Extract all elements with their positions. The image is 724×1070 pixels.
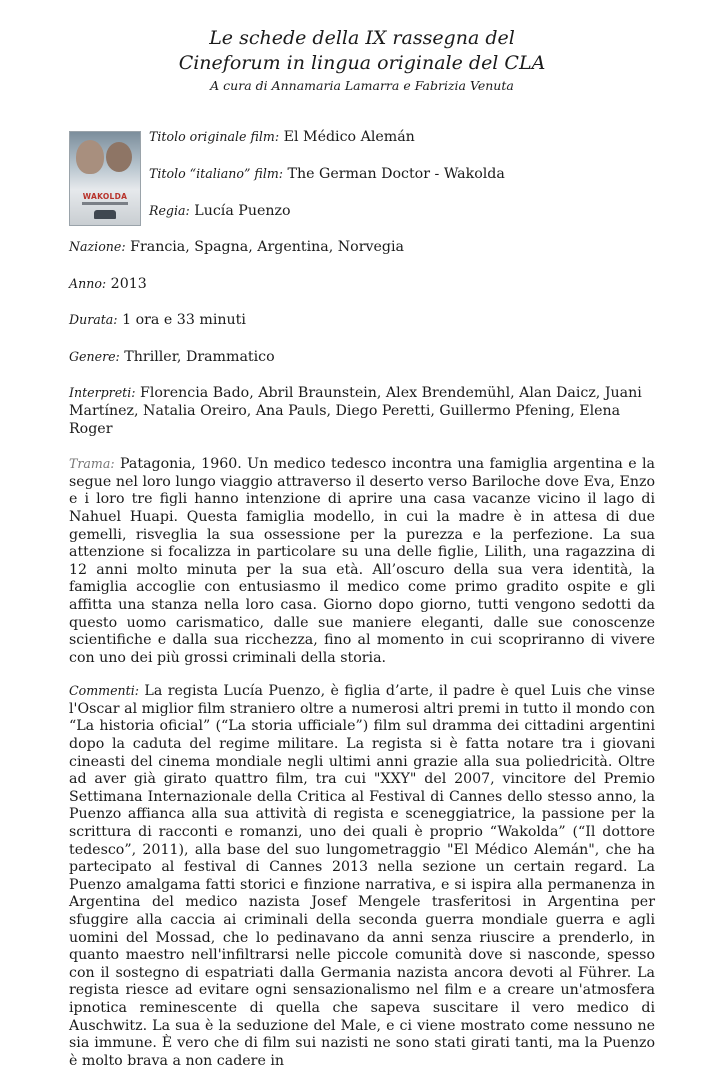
regia-value: Lucía Puenzo [189,203,291,219]
titolo-italiano-value: The German Doctor - Wakolda [283,166,505,182]
document-header [0,0,724,94]
titolo-italiano-label: Titolo “italiano” film: [149,166,284,181]
film-sheet [69,128,655,1070]
interpreti-value: Florencia Bado, Abril Braunstein, Alex Brendemühl, Alan Daicz, Juani Martínez, Natalia Oreiro, Ana Pauls, Diego Peretti, Guillermo Pfening, Elena Roger [69,385,642,437]
genere-label: Genere: [69,348,120,364]
durata-label: Durata: [69,312,118,328]
commenti-paragraph [69,682,655,1070]
durata-value: 1 ora e 33 minuti [117,312,246,329]
row-titolo-originale [149,128,415,147]
trama-label: Trama: [69,456,115,472]
poster-title: WAKOLDA [82,192,128,201]
header-title-line2: Cineforum in lingua originale del CLA [178,52,546,74]
row-durata [69,311,655,330]
row-nazione [69,238,655,257]
film-title-block [69,128,655,228]
titolo-originale-label: Titolo originale film: [149,129,280,144]
regia-label: Regia: [149,203,190,218]
titolo-originale-value: El Médico Alemán [279,129,415,145]
commenti-text: La regista Lucía Puenzo, è figlia d’arte, il padre è quel Luis che vinse l'Oscar al miglior film straniero oltre a numerosi altri premi in tutto il mondo con “La historia oficial” (“La storia ufficiale”) film sul dramma dei cittadini argentini dopo la caduta del regime militare. La regista si è fatta notare tra i giovani cineasti del cinema mondiale negli ultimi anni grazie alla sua poliedricità. Oltre ad aver già girato quattro film, tra cui "XXY" del 2007, vincitore del Premio Settimana Internazionale della Critica al Festival di Cannes dello stesso anno, la Puenzo affianca alla sua attività di regista e sceneggiatrice, la passione per la scrittura di racconti e romanzi, uno dei quali è proprio “Wakolda” (“Il dottore tedesco”, 2011), alla base del suo lungometraggio "El Médico Alemán", che ha partecipato al festival di Cannes 2013 nella sezione un certain regard. La Puenzo amalgama fatti storici e finzione narrativa, e si ispira alla permanenza in Argentina del medico nazista Josef Mengele trasferitosi in Argentina per sfuggire alla caccia ai criminali della seconda guerra mondiale guerra e agli uomini del Mossad, che lo pedinavano da anni senza riuscire a prenderlo, in quanto maestro nell'infiltrarsi nelle piccole comunità dove si nasconde, spesso con il sostegno di espatriati dalla Germania nazista ancora devoti al Führer. La regista riesce ad evitare ogni sensazionalismo nel film e a creare un'atmosfera ipnotica reminescente di quella che sapeva suscitare il vero medico di Auschwitz. La sua è la seduzione del Male, e ci viene mostrato come nessuno ne sia immune. È vero che di film sui nazisti ne sono stati girati tanti, ma la Puenzo è molto brava a non cadere in [69,683,655,1069]
anno-label: Anno: [69,275,107,291]
movie-poster-image [69,131,141,226]
row-interpreti [69,384,655,438]
row-anno [69,275,655,294]
row-regia [149,202,291,221]
row-genere [69,348,655,367]
nazione-value: Francia, Spagna, Argentina, Norvegia [125,239,404,255]
header-curators: A cura di Annamaria Lamarra e Fabrizia Venuta [210,78,514,93]
genere-value: Thriller, Drammatico [119,348,275,365]
nazione-label: Nazione: [69,239,126,254]
trama-paragraph [69,455,655,667]
row-titolo-italiano [149,165,505,184]
interpreti-label: Interpreti: [69,385,136,401]
anno-value: 2013 [106,275,147,292]
header-title-line1: Le schede della IX rassegna del [209,27,515,49]
trama-text: Patagonia, 1960. Un medico tedesco incontra una famiglia argentina e la segue nel loro lungo viaggio attraverso il deserto verso Bariloche dove Eva, Enzo e i loro tre figli hanno intenzione di aprire una casa vacanze vicino il lago di Nahuel Huapi. Questa famiglia modello, in cui la madre è in attesa di due gemelli, risveglia la sua ossessione per la purezza e la perfezione. La sua attenzione si focalizza in particolare su una delle figlie, Lilith, una ragazzina di 12 anni molto minuta per la sua età. All’oscuro della sua vera identità, la famiglia accoglie con entusiasmo il medico come primo gradito ospite e gli affitta una stanza nella loro casa. Giorno dopo giorno, tutti vengono sedotti da questo uomo carismatico, dalle sue maniere eleganti, dalle sue conoscenze scientifiche e dalla sua ricchezza, fino al momento in cui scopriranno di vivere con uno dei più grossi criminali della storia. [69,456,655,666]
commenti-label: Commenti: [69,683,139,699]
